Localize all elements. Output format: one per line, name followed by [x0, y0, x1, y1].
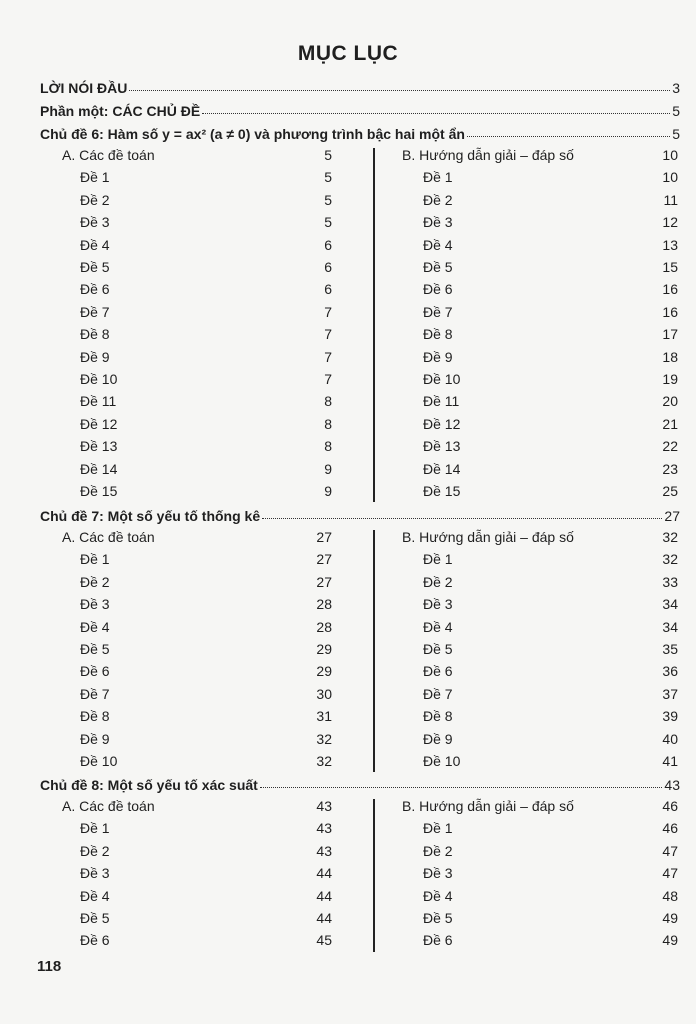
answer-entry-page: 39 — [662, 708, 678, 725]
answer-entry-page: 46 — [662, 820, 678, 837]
exercise-entry-page: 7 — [324, 371, 332, 387]
exercise-entry-page: 9 — [324, 483, 332, 499]
answer-entry-label[interactable]: Đề 1 — [423, 169, 453, 186]
exercise-entry-page: 27 — [316, 573, 332, 590]
exercise-entry-page: 8 — [324, 393, 332, 410]
exercise-entry-label[interactable]: Đề 6 — [80, 281, 110, 298]
answer-entry-page: 47 — [662, 842, 678, 859]
answer-entry-label[interactable]: Đề 4 — [423, 887, 453, 904]
exercise-entry-label[interactable]: Đề 9 — [80, 730, 110, 747]
answer-entry-label[interactable]: Đề 4 — [423, 236, 453, 253]
answer-entry-label[interactable]: Đề 3 — [423, 214, 453, 231]
exercise-entry-page: 32 — [316, 753, 332, 769]
column-divider — [373, 799, 375, 952]
answer-entry-label[interactable]: Đề 11 — [423, 393, 460, 410]
section-a-title-label[interactable]: A. Các đề toán — [62, 147, 155, 163]
answer-entry-page: 21 — [662, 415, 678, 432]
page-title: MỤC LỤC — [297, 42, 399, 65]
answer-entry-page: 40 — [662, 730, 678, 747]
exercise-entry-label[interactable]: Đề 12 — [80, 415, 118, 432]
answer-entry-label[interactable]: Đề 6 — [423, 281, 453, 298]
toc-entry-preface[interactable] — [40, 74, 680, 96]
answer-entry-page: 22 — [662, 438, 678, 455]
answer-entry-label[interactable]: Đề 2 — [423, 573, 453, 590]
exercise-entry-page: 7 — [324, 348, 332, 365]
exercise-entry-label[interactable]: Đề 5 — [80, 641, 110, 657]
answer-entry-page: 41 — [662, 753, 678, 769]
exercise-entry-label[interactable]: Đề 8 — [80, 326, 110, 343]
answer-entry-label[interactable]: Đề 2 — [423, 842, 453, 859]
answer-entry-page: 25 — [662, 483, 678, 499]
topic-heading-page: 43 — [664, 777, 680, 793]
answer-entry-page: 35 — [662, 641, 678, 657]
exercise-entry-page: 28 — [316, 618, 332, 635]
dot-leader — [129, 89, 670, 91]
section-a-title-label[interactable]: A. Các đề toán — [62, 798, 155, 814]
exercise-entry-page: 44 — [316, 887, 332, 904]
exercise-entry-label[interactable]: Đề 1 — [80, 551, 110, 568]
exercise-entry-page: 29 — [316, 663, 332, 680]
answer-entry-label[interactable]: Đề 7 — [423, 303, 453, 320]
answer-entry-page: 20 — [662, 393, 678, 410]
topic-heading-page: 27 — [664, 508, 680, 524]
exercise-entry-label[interactable]: Đề 4 — [80, 236, 110, 253]
toc-entry-part-one[interactable] — [40, 97, 680, 119]
answer-entry-label[interactable]: Đề 3 — [423, 596, 453, 613]
exercise-entry-page: 9 — [324, 460, 332, 477]
exercise-entry-page: 5 — [324, 169, 332, 186]
exercise-entry-label[interactable]: Đề 7 — [80, 303, 110, 320]
exercise-entry-label[interactable]: Đề 10 — [80, 753, 118, 769]
topic-heading-label: Chủ đề 7: Một số yếu tố thống kê — [40, 508, 261, 524]
column-divider — [373, 148, 375, 502]
exercise-entry-page: 6 — [324, 281, 332, 298]
answer-entry-page: 19 — [662, 371, 678, 387]
exercise-entry-label[interactable]: Đề 5 — [80, 259, 110, 275]
exercise-entry-label[interactable]: Đề 8 — [80, 708, 110, 725]
answer-entry-label[interactable]: Đề 5 — [423, 259, 453, 275]
dot-leader — [202, 112, 670, 114]
topic-heading[interactable] — [40, 120, 680, 142]
toc-entry-label: Phần một: CÁC CHỦ ĐỀ — [40, 103, 201, 119]
answer-entry-page: 32 — [662, 551, 678, 568]
exercise-entry-label[interactable]: Đề 10 — [80, 371, 118, 387]
answer-entry-label[interactable]: Đề 7 — [423, 685, 453, 702]
exercise-entry-label[interactable]: Đề 7 — [80, 685, 110, 702]
exercise-entry-page: 30 — [316, 685, 332, 702]
topic-heading-label: Chủ đề 6: Hàm số y = ax² (a ≠ 0) và phương trình bậc hai một ẩn — [40, 126, 465, 142]
answer-entry-page: 12 — [662, 214, 678, 231]
exercise-entry-page: 5 — [324, 191, 332, 208]
answer-entry-label[interactable]: Đề 2 — [423, 191, 453, 208]
toc-entry-page: 3 — [672, 80, 680, 96]
section-a-title-page: 43 — [316, 798, 332, 814]
section-b-title-label[interactable]: B. Hướng dẫn giải – đáp số — [402, 147, 574, 163]
exercise-entry-page: 43 — [316, 842, 332, 859]
answer-entry-label[interactable]: Đề 14 — [423, 460, 461, 477]
exercise-entry-page: 6 — [324, 259, 332, 275]
exercise-entry-page: 27 — [316, 551, 332, 568]
answer-entry-page: 17 — [662, 326, 678, 343]
answer-entry-label[interactable]: Đề 8 — [423, 326, 453, 343]
answer-entry-label[interactable]: Đề 1 — [423, 551, 453, 568]
answer-entry-page: 16 — [662, 303, 678, 320]
answer-entry-label[interactable]: Đề 15 — [423, 483, 461, 499]
exercise-entry-label[interactable]: Đề 3 — [80, 596, 110, 613]
answer-entry-page: 15 — [662, 259, 678, 275]
section-b-title-label[interactable]: B. Hướng dẫn giải – đáp số — [402, 529, 574, 545]
exercise-entry-page: 6 — [324, 236, 332, 253]
answer-entry-label[interactable]: Đề 5 — [423, 641, 453, 657]
answer-entry-label[interactable]: Đề 12 — [423, 415, 461, 432]
exercise-entry-label[interactable]: Đề 6 — [80, 932, 110, 949]
answer-entry-page: 34 — [662, 618, 678, 635]
answer-entry-label[interactable]: Đề 9 — [423, 348, 453, 365]
exercise-entry-label[interactable]: Đề 1 — [80, 820, 110, 837]
answer-entry-label[interactable]: Đề 13 — [423, 438, 461, 455]
answer-entry-page: 10 — [662, 169, 678, 186]
topic-heading[interactable] — [40, 502, 680, 524]
section-b-title-page: 32 — [662, 529, 678, 545]
exercise-entry-page: 43 — [316, 820, 332, 837]
exercise-entry-page: 5 — [324, 214, 332, 231]
exercise-entry-label[interactable]: Đề 15 — [80, 483, 118, 499]
dot-leader — [467, 135, 670, 137]
exercise-entry-page: 44 — [316, 910, 332, 926]
exercise-entry-label[interactable]: Đề 4 — [80, 887, 110, 904]
exercise-entry-page: 29 — [316, 641, 332, 657]
exercise-entry-label[interactable]: Đề 4 — [80, 618, 110, 635]
exercise-entry-page: 7 — [324, 326, 332, 343]
exercise-entry-label[interactable]: Đề 11 — [80, 393, 117, 410]
exercise-entry-page: 8 — [324, 415, 332, 432]
exercise-entry-label[interactable]: Đề 5 — [80, 910, 110, 926]
section-a-title-page: 5 — [324, 147, 332, 163]
answer-entry-page: 49 — [662, 932, 678, 949]
exercise-entry-label[interactable]: Đề 2 — [80, 573, 110, 590]
answer-entry-label[interactable]: Đề 10 — [423, 371, 461, 387]
toc-entry-label: LỜI NÓI ĐẦU — [40, 80, 128, 96]
topic-heading[interactable] — [40, 771, 680, 793]
column-divider — [373, 530, 375, 772]
answer-entry-page: 18 — [662, 348, 678, 365]
answer-entry-page: 36 — [662, 663, 678, 680]
exercise-entry-label[interactable]: Đề 1 — [80, 169, 110, 186]
answer-entry-label[interactable]: Đề 6 — [423, 663, 453, 680]
exercise-entry-page: 32 — [316, 730, 332, 747]
dot-leader — [262, 517, 662, 519]
topic-heading-label: Chủ đề 8: Một số yếu tố xác suất — [40, 777, 258, 793]
answer-entry-label[interactable]: Đề 5 — [423, 910, 453, 926]
answer-entry-page: 37 — [662, 685, 678, 702]
toc-entry-page: 5 — [672, 103, 680, 119]
answer-entry-label[interactable]: Đề 1 — [423, 820, 453, 837]
answer-entry-page: 33 — [662, 573, 678, 590]
answer-entry-label[interactable]: Đề 9 — [423, 730, 453, 747]
exercise-entry-page: 8 — [324, 438, 332, 455]
answer-entry-page: 47 — [662, 865, 678, 882]
answer-entry-page: 11 — [663, 191, 678, 208]
answer-entry-page: 49 — [662, 910, 678, 926]
section-a-title-page: 27 — [316, 529, 332, 545]
dot-leader — [260, 786, 663, 788]
answer-entry-label[interactable]: Đề 4 — [423, 618, 453, 635]
page-number: 118 — [37, 958, 62, 975]
section-a-title-label[interactable]: A. Các đề toán — [62, 529, 155, 545]
answer-entry-label[interactable]: Đề 8 — [423, 708, 453, 725]
exercise-entry-page: 44 — [316, 865, 332, 882]
exercise-entry-label[interactable]: Đề 14 — [80, 460, 118, 477]
exercise-entry-page: 28 — [316, 596, 332, 613]
section-b-title-page: 10 — [662, 147, 678, 163]
answer-entry-page: 16 — [662, 281, 678, 298]
answer-entry-page: 13 — [662, 236, 678, 253]
answer-entry-label[interactable]: Đề 6 — [423, 932, 453, 949]
exercise-entry-label[interactable]: Đề 2 — [80, 191, 110, 208]
exercise-entry-page: 7 — [324, 303, 332, 320]
answer-entry-page: 23 — [662, 460, 678, 477]
answer-entry-label[interactable]: Đề 3 — [423, 865, 453, 882]
exercise-entry-label[interactable]: Đề 6 — [80, 663, 110, 680]
exercise-entry-label[interactable]: Đề 3 — [80, 865, 110, 882]
exercise-entry-label[interactable]: Đề 2 — [80, 842, 110, 859]
answer-entry-page: 48 — [662, 887, 678, 904]
answer-entry-label[interactable]: Đề 10 — [423, 753, 461, 769]
section-b-title-page: 46 — [662, 798, 678, 814]
section-b-title-label[interactable]: B. Hướng dẫn giải – đáp số — [402, 798, 574, 814]
exercise-entry-label[interactable]: Đề 9 — [80, 348, 110, 365]
exercise-entry-page: 31 — [316, 708, 332, 725]
exercise-entry-page: 45 — [316, 932, 332, 949]
topic-heading-page: 5 — [672, 126, 680, 142]
exercise-entry-label[interactable]: Đề 13 — [80, 438, 118, 455]
answer-entry-page: 34 — [662, 596, 678, 613]
exercise-entry-label[interactable]: Đề 3 — [80, 214, 110, 231]
